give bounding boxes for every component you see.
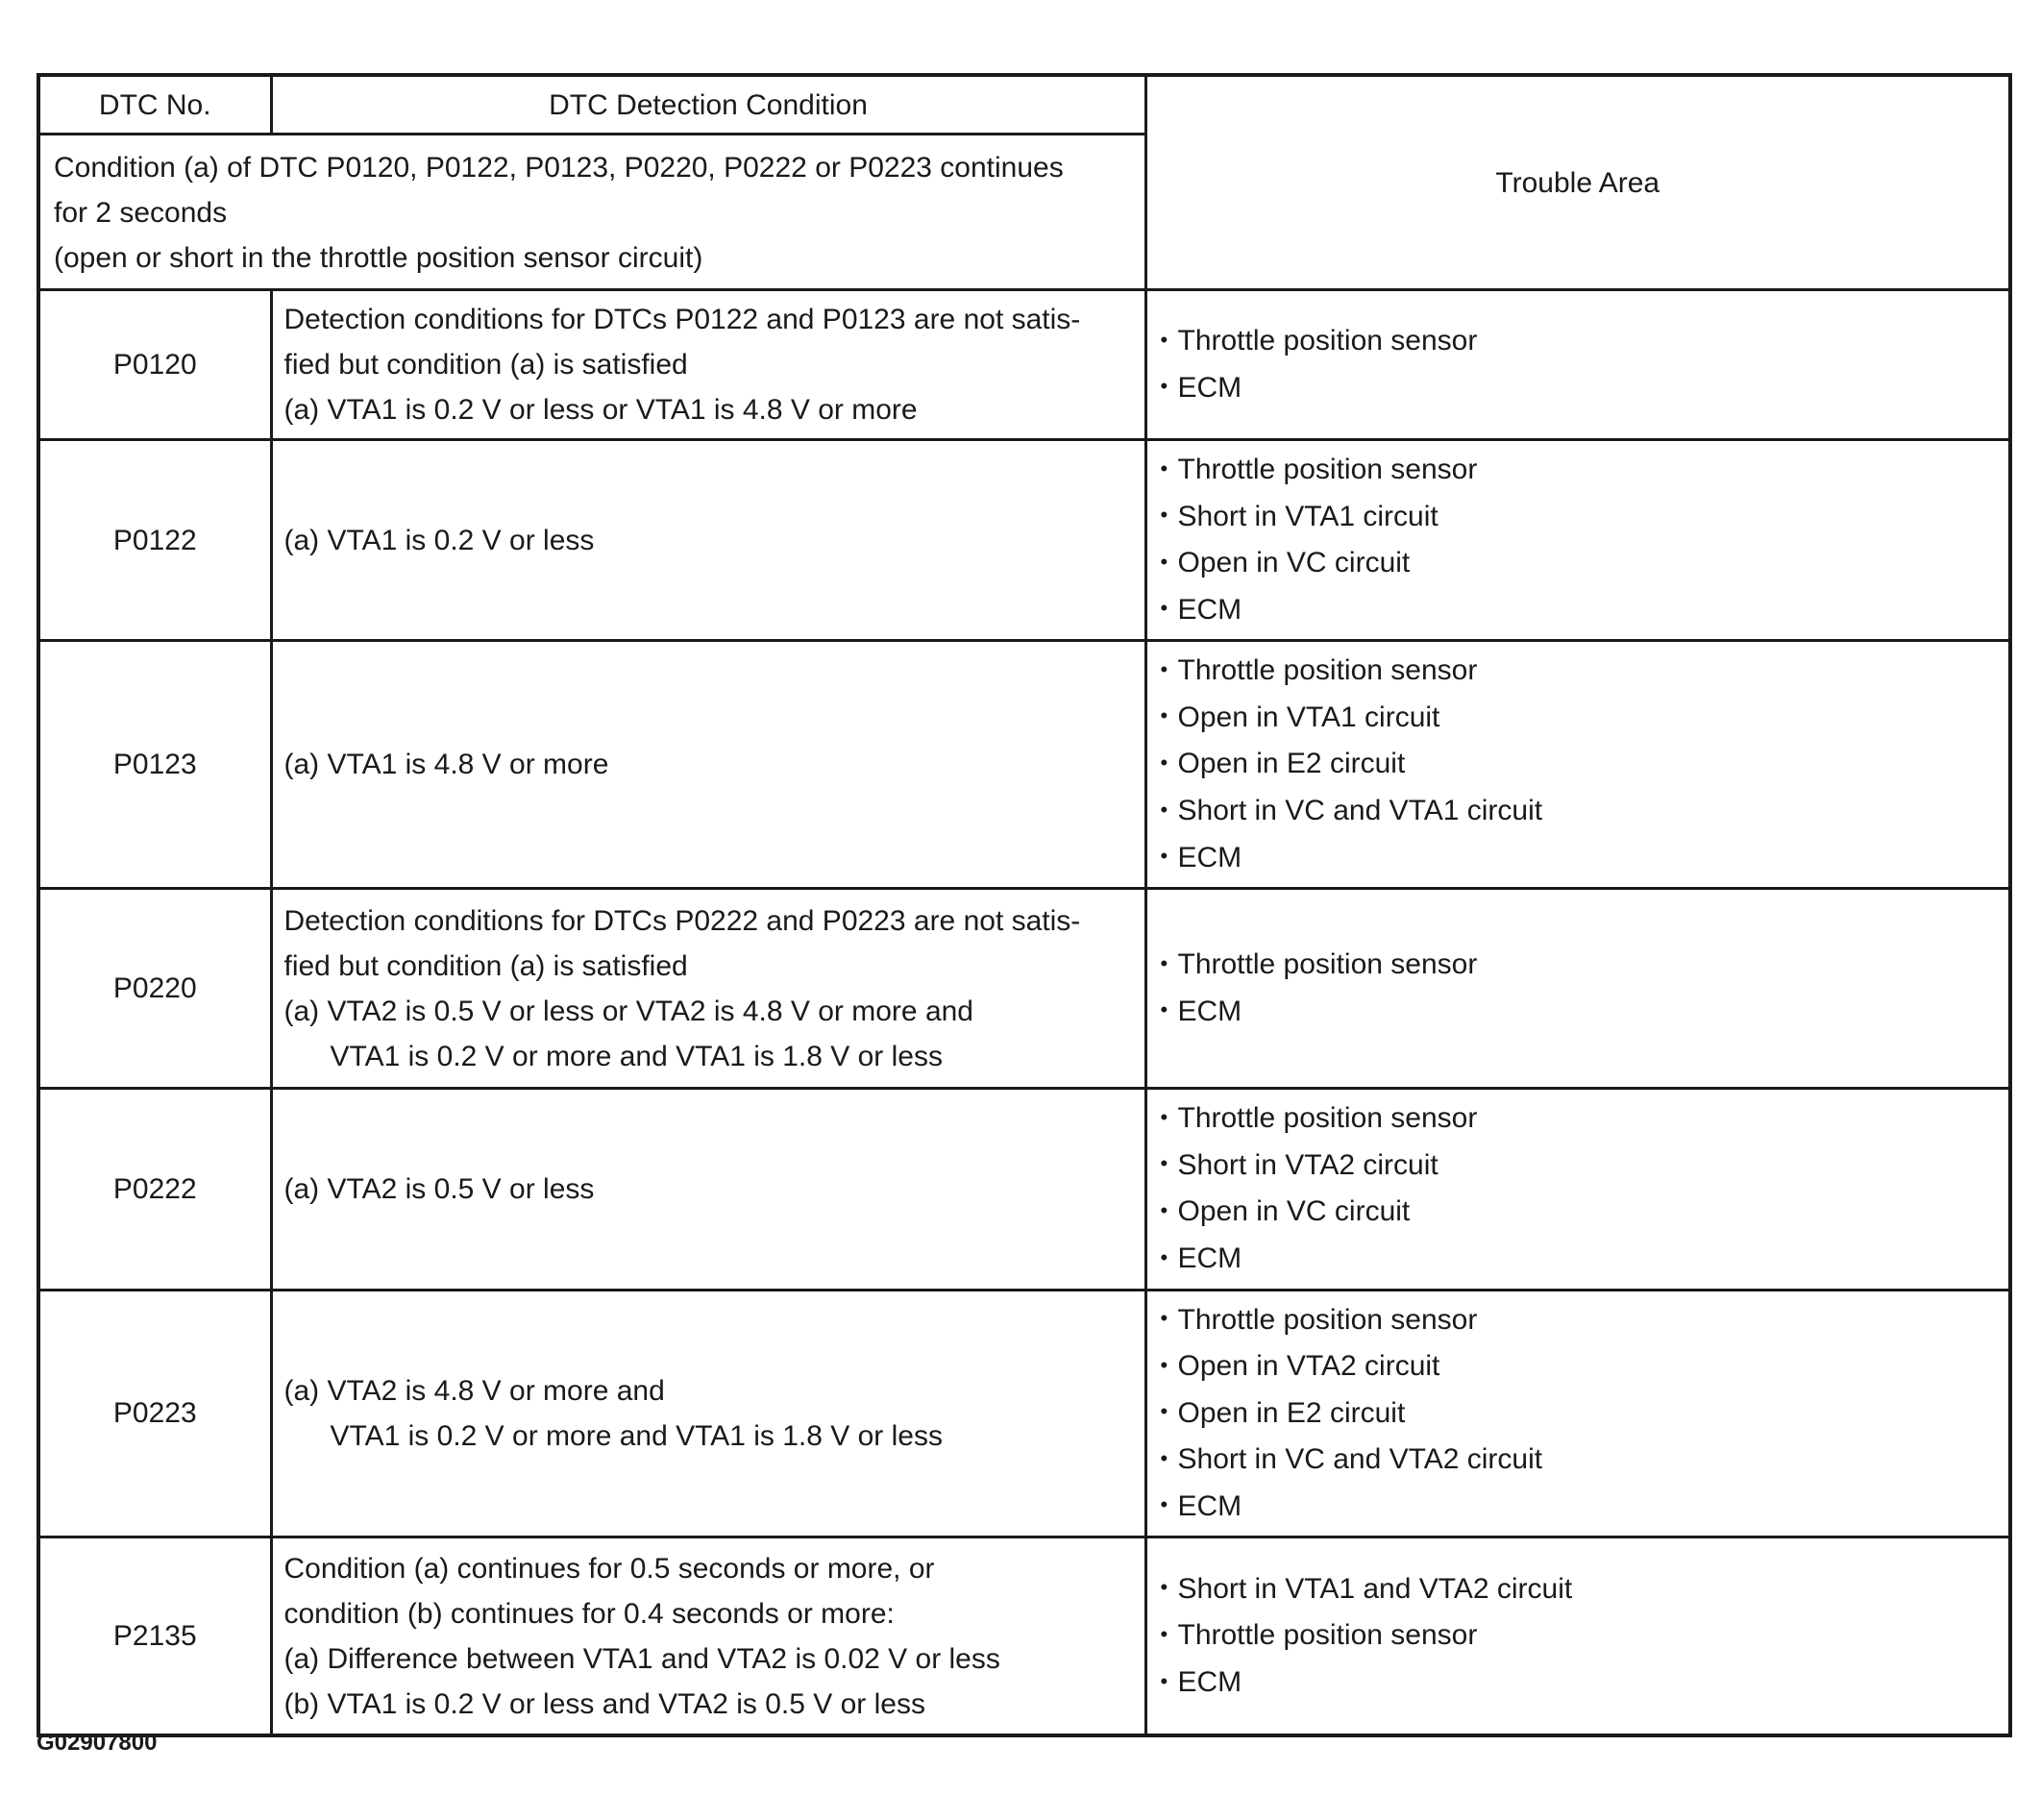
trouble-area-list — [1161, 447, 1996, 633]
table-row — [38, 889, 2010, 1089]
table-row — [38, 440, 2010, 641]
list-item — [1161, 1660, 1996, 1707]
list-item — [1161, 1236, 1996, 1283]
bullet-icon: • — [1160, 950, 1168, 975]
list-item — [1161, 1095, 1996, 1143]
common-condition-line: Condition (a) of DTC P0120, P0122, P0123, P0220, P0222 or P0223 continues — [54, 152, 1064, 184]
bullet-icon: • — [1160, 549, 1168, 574]
common-condition-line: for 2 seconds — [54, 197, 228, 229]
bullet-icon: • — [1160, 327, 1168, 352]
bullet-icon: • — [1160, 1621, 1168, 1646]
list-item — [1161, 540, 1996, 587]
header-detection-condition: DTC Detection Condition — [271, 75, 1145, 135]
condition-line: condition (b) continues for 0.4 seconds or more: — [283, 1597, 895, 1630]
table-row — [38, 1089, 2010, 1290]
list-item — [1161, 695, 1996, 742]
trouble-area-text: Throttle position sensor — [1177, 1303, 1478, 1336]
trouble-area-list — [1161, 1095, 1996, 1282]
list-item — [1161, 318, 1996, 365]
trouble-area-text: Short in VTA1 circuit — [1177, 500, 1439, 532]
header-dtc-no: DTC No. — [38, 75, 271, 135]
trouble-area-text: ECM — [1177, 995, 1242, 1027]
header-row — [38, 75, 2010, 135]
bullet-icon: • — [1160, 750, 1168, 775]
bullet-icon: • — [1160, 1104, 1168, 1129]
bullet-icon: • — [1160, 656, 1168, 681]
table-row — [38, 1290, 2010, 1537]
trouble-area-text: Throttle position sensor — [1177, 654, 1478, 687]
trouble-area-list — [1161, 318, 1996, 411]
bullet-icon: • — [1160, 997, 1168, 1022]
trouble-area-text: Open in E2 circuit — [1177, 748, 1406, 780]
trouble-area-list — [1161, 1297, 1996, 1531]
dtc-code: P0222 — [38, 1089, 271, 1290]
trouble-area-text: Throttle position sensor — [1177, 324, 1478, 357]
detection-condition — [271, 641, 1145, 889]
condition-line: VTA1 is 0.2 V or more and VTA1 is 1.8 V or less — [330, 1419, 943, 1452]
detection-condition — [271, 290, 1145, 440]
trouble-area-text: ECM — [1177, 1242, 1242, 1274]
trouble-area-text: ECM — [1177, 593, 1242, 626]
detection-condition — [271, 1089, 1145, 1290]
trouble-area-text: Short in VTA1 and VTA2 circuit — [1177, 1572, 1573, 1605]
list-item — [1161, 1189, 1996, 1236]
trouble-area-text: ECM — [1177, 371, 1242, 404]
bullet-icon: • — [1160, 1197, 1168, 1222]
bullet-icon: • — [1160, 1399, 1168, 1424]
trouble-area-text: Short in VTA2 circuit — [1177, 1148, 1439, 1181]
condition-line: (b) VTA1 is 0.2 V or less and VTA2 is 0.5 V or less — [283, 1687, 925, 1720]
list-item — [1161, 989, 1996, 1036]
condition-line: (a) VTA1 is 4.8 V or more — [283, 749, 609, 781]
list-item — [1161, 835, 1996, 882]
list-item — [1161, 1612, 1996, 1660]
table-row — [38, 641, 2010, 889]
common-condition-line: (open or short in the throttle position sensor circuit) — [54, 242, 703, 274]
trouble-area — [1145, 1537, 2010, 1735]
detection-condition — [271, 1537, 1145, 1735]
list-item — [1161, 1437, 1996, 1484]
list-item — [1161, 587, 1996, 634]
bullet-icon: • — [1160, 1445, 1168, 1470]
condition-line: fied but condition (a) is satisfied — [283, 349, 688, 381]
list-item — [1161, 648, 1996, 695]
condition-line: fied but condition (a) is satisfied — [283, 949, 688, 982]
condition-line: (a) Difference between VTA1 and VTA2 is 0.02 V or less — [283, 1642, 1000, 1675]
condition-line: (a) VTA2 is 4.8 V or more and — [283, 1374, 665, 1407]
trouble-area-list — [1161, 942, 1996, 1035]
list-item — [1161, 942, 1996, 989]
trouble-area — [1145, 290, 2010, 440]
condition-line: Condition (a) continues for 0.5 seconds or more, or — [283, 1552, 935, 1585]
figure-id: G02907800 — [37, 1730, 158, 1756]
condition-line: (a) VTA1 is 0.2 V or less — [283, 524, 595, 556]
dtc-code: P2135 — [38, 1537, 271, 1735]
trouble-area-text: Throttle position sensor — [1177, 1619, 1478, 1652]
trouble-area-text: Short in VC and VTA1 circuit — [1177, 795, 1543, 827]
list-item — [1161, 1484, 1996, 1531]
bullet-icon: • — [1160, 374, 1168, 399]
list-item — [1161, 447, 1996, 494]
trouble-area — [1145, 1290, 2010, 1537]
dtc-table — [37, 73, 2012, 1737]
bullet-icon: • — [1160, 703, 1168, 728]
bullet-icon: • — [1160, 1668, 1168, 1693]
trouble-area — [1145, 641, 2010, 889]
list-item — [1161, 1343, 1996, 1390]
dtc-code: P0223 — [38, 1290, 271, 1537]
condition-line: Detection conditions for DTCs P0122 and P0123 are not satis- — [283, 304, 1081, 335]
trouble-area — [1145, 889, 2010, 1089]
dtc-code: P0123 — [38, 641, 271, 889]
detection-condition — [271, 889, 1145, 1089]
trouble-area — [1145, 440, 2010, 641]
condition-line: (a) VTA2 is 0.5 V or less or VTA2 is 4.8 V or more and — [283, 995, 973, 1027]
trouble-area-text: Open in VC circuit — [1177, 547, 1411, 579]
bullet-icon: • — [1160, 503, 1168, 528]
table-row — [38, 1537, 2010, 1735]
trouble-area-text: ECM — [1177, 1489, 1242, 1522]
trouble-area-text: Throttle position sensor — [1177, 948, 1478, 981]
trouble-area — [1145, 1089, 2010, 1290]
condition-line: (a) VTA1 is 0.2 V or less or VTA1 is 4.8 V or more — [283, 394, 918, 426]
list-item — [1161, 365, 1996, 412]
trouble-area-list — [1161, 1566, 1996, 1707]
bullet-icon: • — [1160, 797, 1168, 822]
bullet-icon: • — [1160, 1244, 1168, 1269]
trouble-area-text: Open in VTA2 circuit — [1177, 1350, 1440, 1383]
bullet-icon: • — [1160, 1352, 1168, 1377]
trouble-area-list — [1161, 648, 1996, 881]
trouble-area-text: Throttle position sensor — [1177, 1102, 1478, 1135]
dtc-code: P0220 — [38, 889, 271, 1089]
list-item — [1161, 1143, 1996, 1190]
bullet-icon: • — [1160, 1575, 1168, 1600]
bullet-icon: • — [1160, 1492, 1168, 1517]
bullet-icon: • — [1160, 596, 1168, 621]
trouble-area-text: Open in E2 circuit — [1177, 1396, 1406, 1429]
condition-line: VTA1 is 0.2 V or more and VTA1 is 1.8 V or less — [330, 1040, 943, 1072]
dtc-code: P0120 — [38, 290, 271, 440]
header-trouble-area: Trouble Area — [1145, 75, 2010, 290]
list-item — [1161, 1297, 1996, 1344]
trouble-area-text: ECM — [1177, 1665, 1242, 1698]
trouble-area-text: Short in VC and VTA2 circuit — [1177, 1443, 1543, 1476]
condition-line: Detection conditions for DTCs P0222 and P0223 are not satis- — [283, 904, 1081, 937]
list-item — [1161, 1390, 1996, 1438]
list-item — [1161, 1566, 1996, 1613]
condition-line: (a) VTA2 is 0.5 V or less — [283, 1172, 595, 1205]
dtc-code: P0122 — [38, 440, 271, 641]
list-item — [1161, 788, 1996, 835]
table-row — [38, 290, 2010, 440]
detection-condition — [271, 440, 1145, 641]
trouble-area-text: ECM — [1177, 841, 1242, 873]
trouble-area-text: Open in VTA1 circuit — [1177, 701, 1440, 733]
trouble-area-text: Open in VC circuit — [1177, 1195, 1411, 1228]
list-item — [1161, 741, 1996, 788]
detection-condition — [271, 1290, 1145, 1537]
bullet-icon: • — [1160, 844, 1168, 869]
bullet-icon: • — [1160, 455, 1168, 480]
list-item — [1161, 494, 1996, 541]
bullet-icon: • — [1160, 1306, 1168, 1331]
trouble-area-text: Throttle position sensor — [1177, 454, 1478, 485]
header-common-condition — [38, 135, 1145, 290]
bullet-icon: • — [1160, 1151, 1168, 1176]
